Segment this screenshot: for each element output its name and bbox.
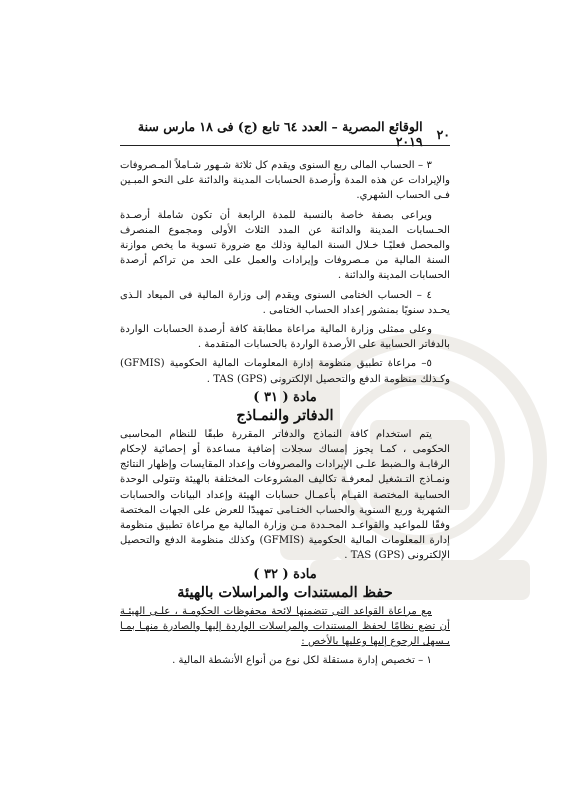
paragraph: ٥– مراعاة تطبيق منظومة إدارة المعلومات المالية الحكومية (GFMIS) وكـذلك منظومة الدفع والتحصيل الإلكترونى TAS (GPS) . [120,358,450,385]
paragraph: وعلى ممثلى وزارة المالية مراعاة مطابقة كافة أرصدة الحسابات الواردة بالدفاتر الحسابية على الأرصدة الواردة بالحسابات المتقدمة . [120,324,450,351]
paragraph: ١ – تخصيص إدارة مستقلة لكل نوع من أنواع الأنشطة المالية . [172,655,432,667]
paragraph: ٤ – الحساب الختامى السنوى ويقدم إلى وزارة المالية فى الميعاد الـذى يحـدد سنويًا بمنشور إعداد الحساب الختامى . [120,289,450,316]
paragraph: مع مراعاة القواعد التى تتضمنها لائحة محفوظات الحكومـة ، علـى الهيئـة أن تضع نظامًا لحفظ المستندات والمراسلات الواردة إليها والصادرة منهـا بمـا يـسهل الرجوع إليها وعليها بالأخص : [120,605,450,648]
article-31-number: مادة ( ٣١ ) [253,389,317,405]
gazette-title: الوقائع المصرية – العدد ٦٤ تابع (ج) فى ١٨ مارس سنة ٢٠١٩ [137,119,423,149]
article-32-number: مادة ( ٣٢ ) [253,566,317,582]
page-header [120,119,450,149]
page-number: ٢٠ [436,126,450,142]
article-31-title: الدفاتر والنمـاذج [236,406,334,424]
paragraph: ٣ – الحساب المالى ربع السنوى ويقدم كل ثلاثة شـهور شـاملاً المـصروفات والإيرادات عن هذه المدة وأرصدة الحسابات المدينة والدائنة على النحو المبـين فـى الحساب الشهري. [120,160,450,202]
header-divider [120,145,450,146]
document-body [120,158,450,672]
article-32-title: حفظ المستندات والمراسلات بالهيئة [177,583,393,601]
paragraph: ويراعى بصفة خاصة بالنسبة للمدة الرابعة أن تكون شاملة أرصـدة الحـسابات المدينة والدائنة عن المدد الثلاث الأولى ومجموع المنصرف والمحصل فعليًـا خـلال السنة المالية وذلك مع ضرورة تسوية ما يخص موازنة السنة المالية من مـصروفات وإيرادات والعمل على الحد من تراكم أرصدة الحسابات المدينة والدائنة . [120,209,450,282]
paragraph: يتم استخدام كافة النماذج والدفاتر المقررة طبقًا للنظام المحاسبى الحكومى ، كمـا يجوز إمساك سجلات إضافية مساعدة أو إحصائية لإحكام الرقابـة والـضبط علـى الإيرادات والمصروفات وإعداد المقايسات وإظهار النتائج ونمـاذج التـشغيل لمعرفـة تكاليف المشروعات المختلفة بالهيئة وتتولى الوحدة الحسابية المختصة القيـام بأعمـال حسابات الهيئة وإعداد البيانات والحسابات الشهرية وربع السنوية والحساب الختـامى تمهيدًا للعرض على الجهات المختصة وفقًا للمواعيد والقواعـد المحـددة مـن وزارة المالية مع مراعاة تطبيق منظومة إدارة المعلومات المالية الحكومية (GFMIS) وكذلك منظومة الدفع والتحصيل الإلكترونى TAS (GPS) . [120,428,450,562]
